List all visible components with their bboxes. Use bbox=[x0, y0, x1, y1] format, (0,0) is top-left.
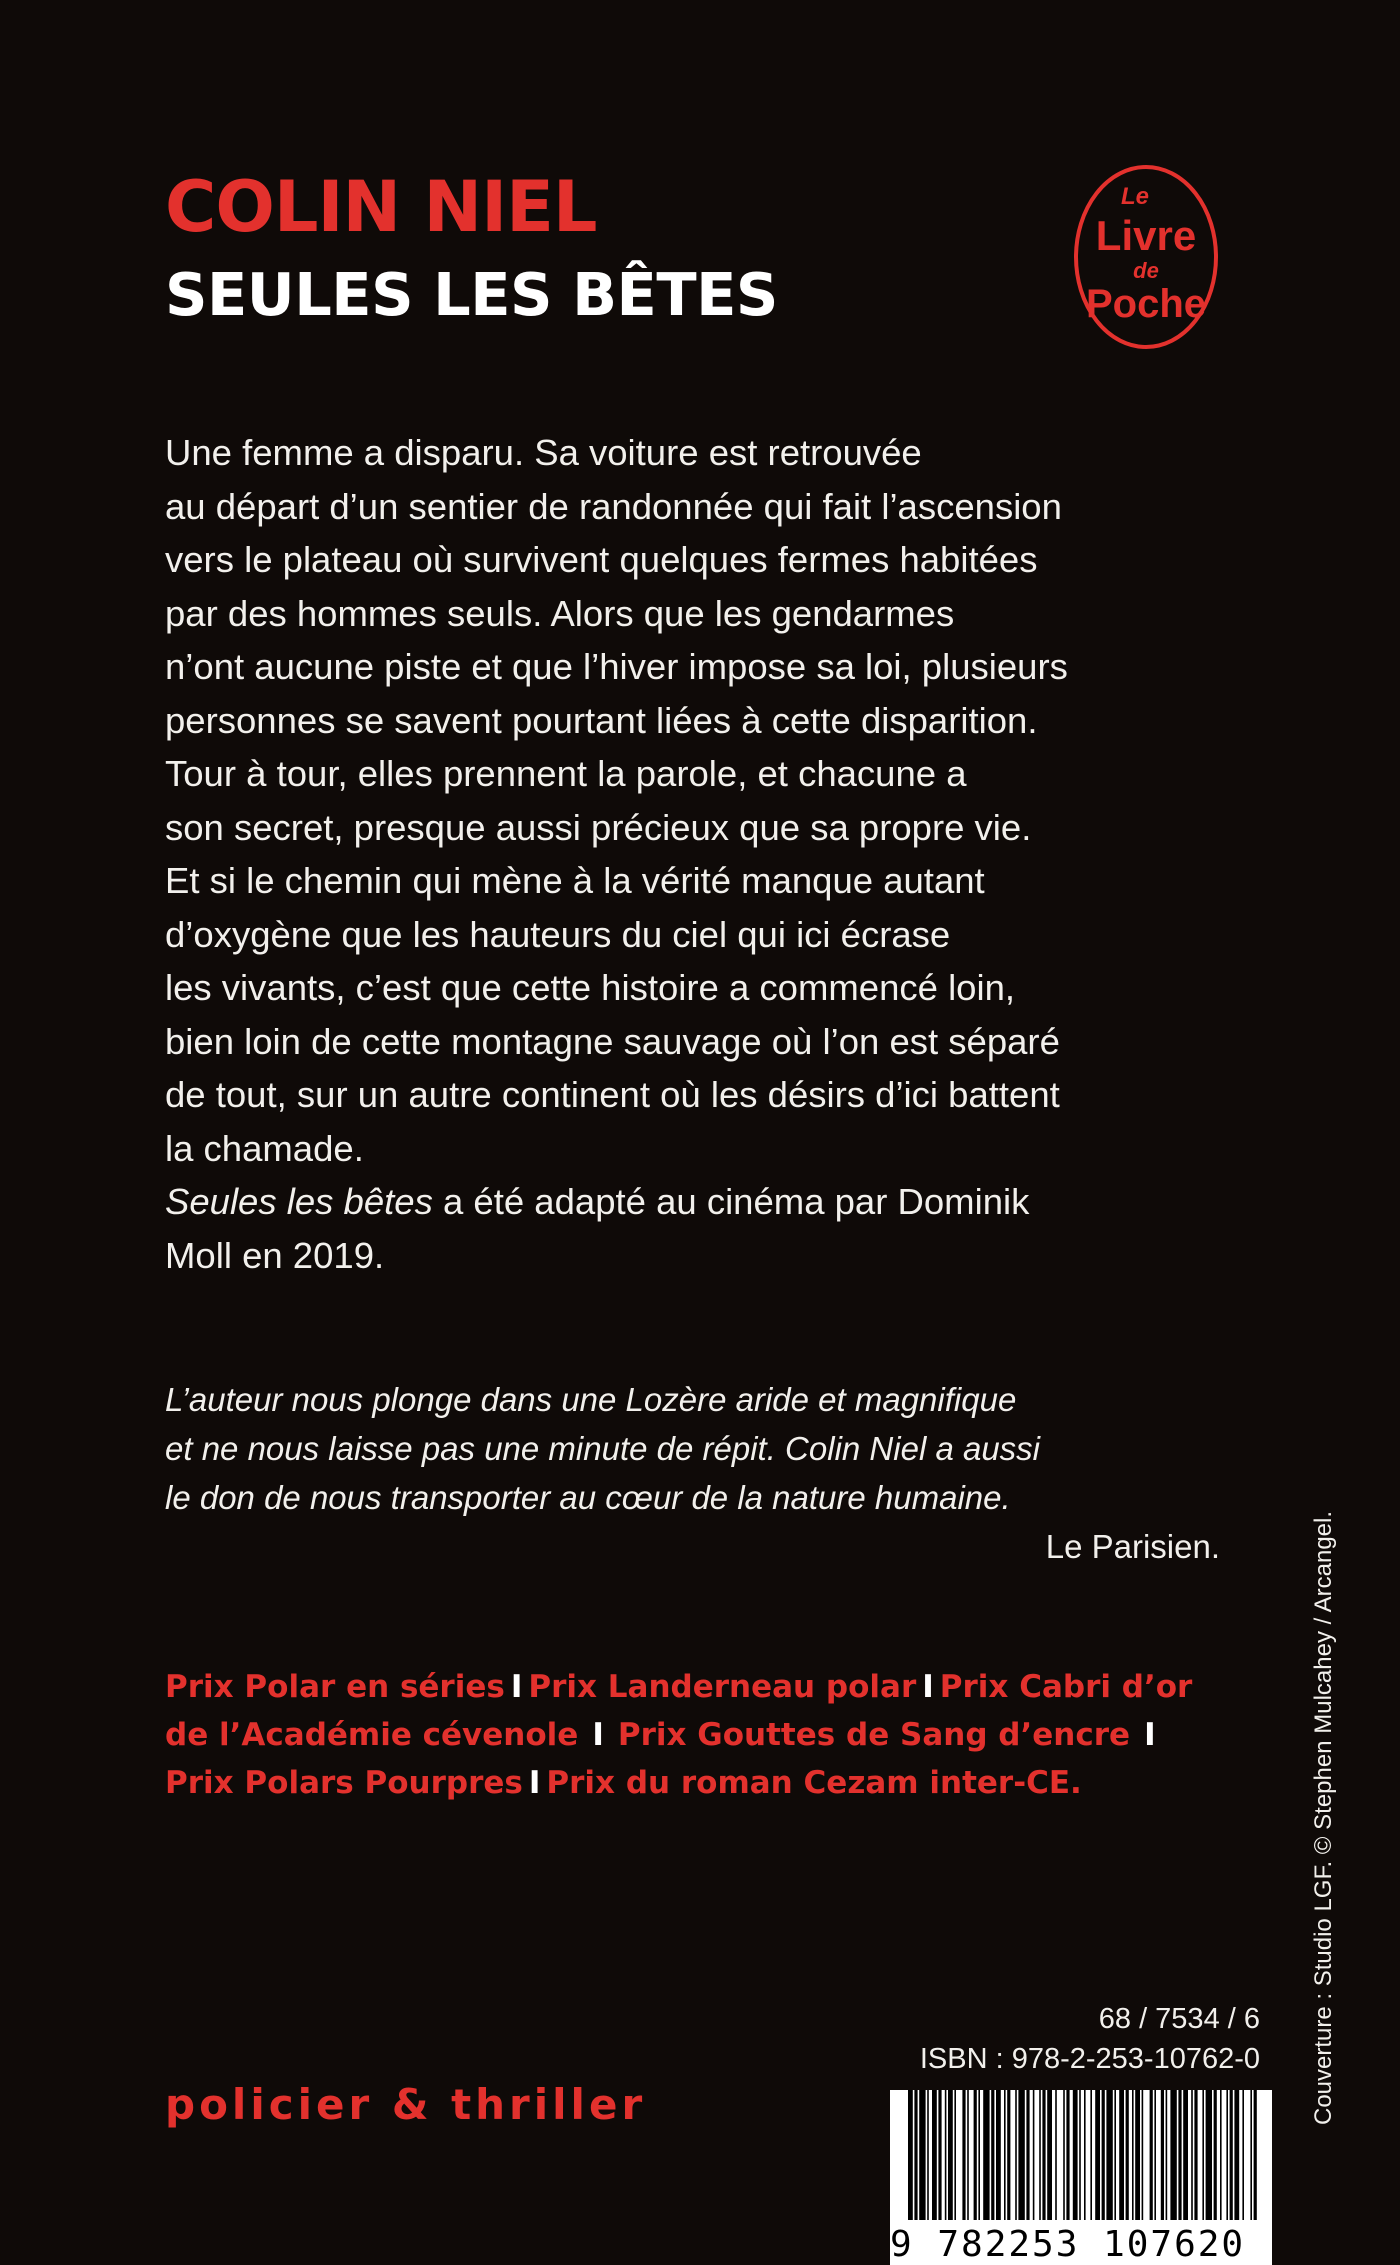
prize: Prix Landerneau polar bbox=[528, 1669, 917, 1705]
blurb-line: son secret, presque aussi précieux que sa propre vie. bbox=[165, 806, 1032, 848]
barcode-bar bbox=[1090, 2090, 1092, 2220]
genre-label: policier & thriller bbox=[165, 2080, 647, 2129]
barcode-bar bbox=[954, 2090, 956, 2220]
blurb-line: de tout, sur un autre continent où les désirs d’ici battent bbox=[165, 1074, 1060, 1115]
blurb-line: n’ont aucune piste et que l’hiver impose sa loi, plusieurs bbox=[165, 646, 1068, 687]
blurb-line: vers le plateau où survivent quelques fermes habitées bbox=[165, 539, 1038, 580]
barcode-bar bbox=[1126, 2090, 1129, 2220]
product-code: 68 / 7534 / 6 bbox=[1098, 2003, 1260, 2035]
quote-line: et ne nous laisse pas une minute de répit. Colin Niel a aussi bbox=[165, 1430, 1040, 1467]
quote-line: L’auteur nous plonge dans une Lozère aride et magnifique bbox=[165, 1381, 1017, 1418]
barcode-bar bbox=[996, 2090, 1001, 2220]
blurb-line: bien loin de cette montagne sauvage où l’on est séparé bbox=[165, 1020, 1060, 1062]
barcode-bar bbox=[908, 2090, 913, 2220]
barcode-bar bbox=[1254, 2090, 1257, 2220]
book-title: SEULES LES BÊTES bbox=[165, 260, 778, 329]
prizes-list bbox=[165, 1663, 1225, 1807]
barcode-bar bbox=[1191, 2090, 1193, 2220]
logo-text-de: de bbox=[1133, 258, 1159, 283]
barcode-bar bbox=[1142, 2090, 1144, 2220]
blurb-line: Tour à tour, elles prennent la parole, et chacune a bbox=[165, 753, 967, 794]
prize: Prix Polars Pourpres bbox=[165, 1765, 523, 1801]
barcode-bar bbox=[1230, 2090, 1233, 2220]
prize: Prix Cabri d’or bbox=[939, 1669, 1193, 1705]
barcode-bar bbox=[1073, 2090, 1078, 2220]
prize-separator: I bbox=[922, 1669, 934, 1705]
barcode-bar bbox=[1132, 2090, 1134, 2220]
barcode-bar bbox=[967, 2090, 969, 2220]
prizes-line-2 bbox=[165, 1711, 1225, 1759]
isbn: ISBN : 978-2-253-10762-0 bbox=[919, 2043, 1260, 2075]
blurb-line: par des hommes seuls. Alors que les gendarmes bbox=[165, 592, 955, 634]
barcode-bar bbox=[927, 2090, 929, 2220]
prize-separator: I bbox=[528, 1765, 541, 1801]
barcode-bar bbox=[1066, 2090, 1069, 2220]
prizes-line-3 bbox=[165, 1759, 1225, 1807]
blurb bbox=[165, 426, 1245, 1282]
quote-source: Le Parisien. bbox=[1045, 1528, 1220, 1565]
blurb-line: au départ d’un sentier de randonnée qui fait l’ascension bbox=[165, 485, 1062, 527]
barcode-bar bbox=[978, 2090, 980, 2220]
prize-separator: I bbox=[592, 1717, 604, 1753]
barcode-bar bbox=[1161, 2090, 1164, 2220]
barcode-bar bbox=[945, 2090, 947, 2220]
barcode-bar bbox=[962, 2090, 965, 2220]
barcode-bar bbox=[1063, 2090, 1065, 2220]
barcode-bars bbox=[890, 2090, 1272, 2220]
prize: Prix du roman Cezam inter-CE. bbox=[546, 1765, 1082, 1801]
barcode-bar bbox=[932, 2090, 937, 2220]
barcode bbox=[890, 2090, 1272, 2265]
adaptation-text: a été adapté au cinéma par Dominik bbox=[432, 1181, 1030, 1222]
barcode-bar bbox=[974, 2090, 977, 2220]
adaptation-line-2: Moll en 2019. bbox=[165, 1234, 385, 1276]
barcode-bar bbox=[1234, 2090, 1239, 2220]
barcode-bar bbox=[1095, 2090, 1100, 2220]
barcode-bar bbox=[1119, 2090, 1124, 2220]
barcode-bar bbox=[1135, 2090, 1140, 2220]
author-name: COLIN NIEL bbox=[165, 166, 597, 248]
blurb-line: Et si le chemin qui mène à la vérité manque autant bbox=[165, 860, 985, 901]
prize: de l’Académie cévenole bbox=[165, 1717, 579, 1753]
barcode-bar bbox=[991, 2090, 994, 2220]
barcode-bar bbox=[1114, 2090, 1116, 2220]
adaptation-note bbox=[165, 1175, 1245, 1282]
barcode-bar bbox=[1250, 2090, 1252, 2220]
barcode-bar bbox=[1039, 2090, 1041, 2220]
barcode-bar bbox=[938, 2090, 941, 2220]
prize: Prix Gouttes de Sang d’encre bbox=[617, 1717, 1131, 1753]
barcode-bar bbox=[1033, 2090, 1035, 2220]
prize: Prix Polar en séries bbox=[165, 1669, 505, 1705]
barcode-bar bbox=[1242, 2090, 1244, 2220]
press-quote bbox=[165, 1375, 1220, 1571]
barcode-bar bbox=[1214, 2090, 1217, 2220]
barcode-bar bbox=[1178, 2090, 1181, 2220]
barcode-bar bbox=[1194, 2090, 1197, 2220]
adaptation-line-1 bbox=[165, 1175, 1245, 1229]
barcode-bar bbox=[1055, 2090, 1057, 2220]
barcode-bar bbox=[1007, 2090, 1010, 2220]
barcode-bar bbox=[1166, 2090, 1168, 2220]
barcode-bar bbox=[983, 2090, 989, 2220]
barcode-bar bbox=[914, 2090, 917, 2220]
blurb-line: les vivants, c’est que cette histoire a commencé loin, bbox=[165, 967, 1016, 1008]
barcode-bar bbox=[1047, 2090, 1052, 2220]
barcode-bar bbox=[1206, 2090, 1212, 2220]
quote-line: le don de nous transporter au cœur de la nature humaine. bbox=[165, 1479, 1011, 1516]
barcode-bar bbox=[919, 2090, 925, 2220]
barcode-bar bbox=[1026, 2090, 1029, 2220]
barcode-bar bbox=[1106, 2090, 1112, 2220]
barcode-digits: 9 782253 107620 bbox=[890, 2224, 1246, 2265]
barcode-bar bbox=[1079, 2090, 1081, 2220]
blurb-line: Une femme a disparu. Sa voiture est retrouvée bbox=[165, 432, 922, 473]
barcode-bar bbox=[1018, 2090, 1024, 2220]
barcode-bar bbox=[1226, 2090, 1228, 2220]
barcode-bar bbox=[1170, 2090, 1176, 2220]
barcode-bar bbox=[1102, 2090, 1105, 2220]
barcode-bar bbox=[1042, 2090, 1045, 2220]
blurb-line: personnes se savent pourtant liées à cette disparition. bbox=[165, 699, 1038, 741]
prizes-line-1 bbox=[165, 1663, 1225, 1711]
barcode-bar bbox=[1154, 2090, 1156, 2220]
blurb-line: la chamade. bbox=[165, 1127, 364, 1169]
cover-credit: Couverture : Studio LGF. © Stephen Mulcahey / Arcangel. bbox=[1310, 1510, 1337, 2125]
barcode-bar bbox=[1084, 2090, 1086, 2220]
barcode-bar bbox=[948, 2090, 953, 2220]
barcode-bar bbox=[1004, 2090, 1006, 2220]
barcode-bar bbox=[1015, 2090, 1017, 2220]
blurb-line: d’oxygène que les hauteurs du ciel qui ici écrase bbox=[165, 913, 951, 955]
logo-text-livre: Livre bbox=[1095, 212, 1197, 259]
prize-separator: I bbox=[1144, 1717, 1156, 1753]
prize-separator: I bbox=[510, 1669, 523, 1705]
barcode-bar bbox=[1202, 2090, 1204, 2220]
logo-text-le: Le bbox=[1121, 183, 1150, 210]
logo-text-poche: Poche bbox=[1085, 282, 1207, 326]
blurb-paragraph bbox=[165, 426, 1245, 1175]
adaptation-title: Seules les bêtes bbox=[165, 1181, 433, 1222]
barcode-bar bbox=[1150, 2090, 1153, 2220]
barcode-bar bbox=[1220, 2090, 1222, 2220]
livre-de-poche-logo bbox=[1071, 162, 1221, 352]
barcode-bar bbox=[1183, 2090, 1188, 2220]
